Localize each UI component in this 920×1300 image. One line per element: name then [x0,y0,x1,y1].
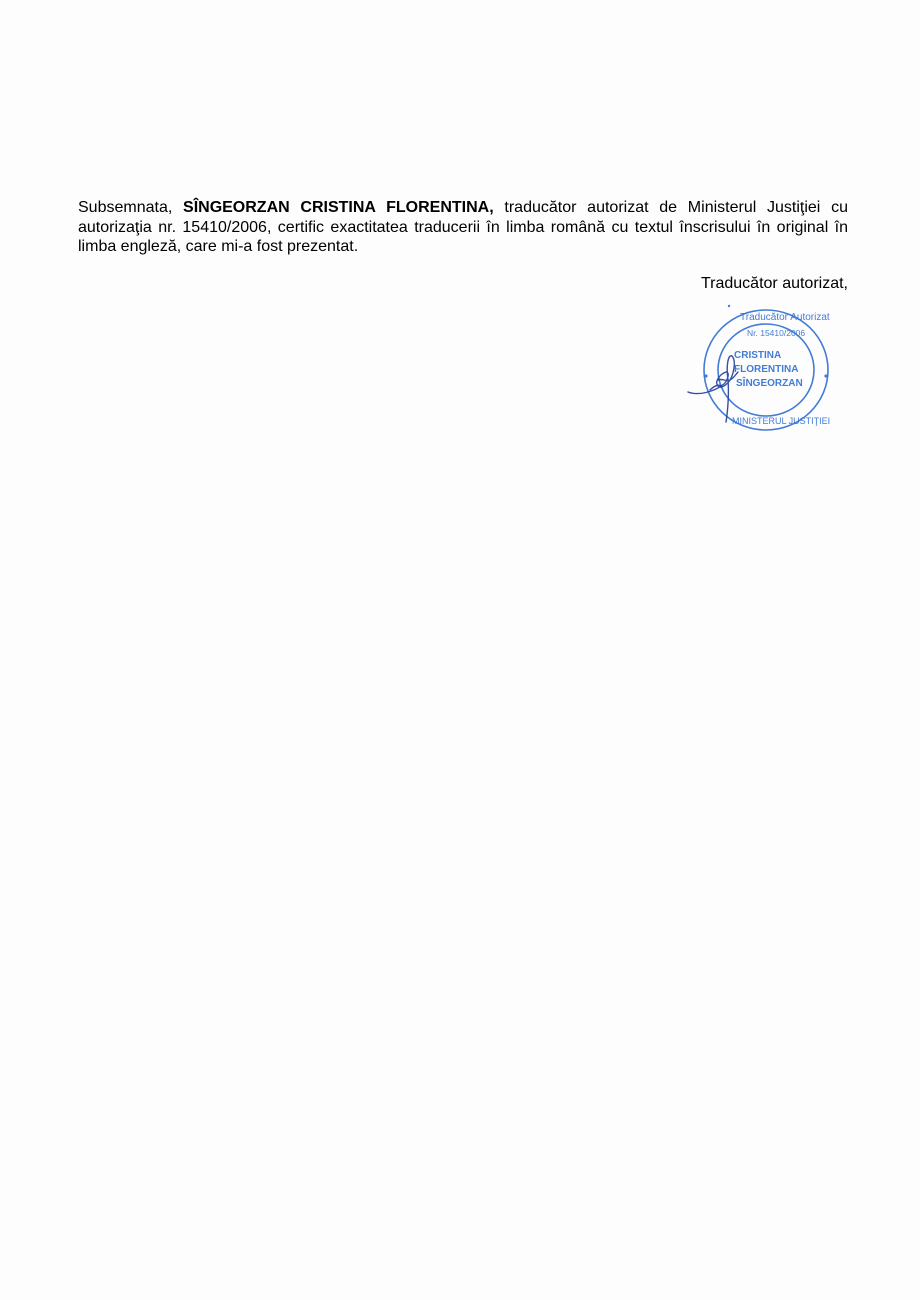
stamp-line3: SÎNGEORZAN [736,378,803,389]
stamp-ring-top: Traducător Autorizat [740,312,830,323]
signature-label: Traducător autorizat, [700,275,848,292]
stamp-ring-bottom: MINISTERUL JUSTIŢIEI [732,416,831,426]
certification-paragraph [78,198,848,257]
certification-text: traducător autorizat de Ministerul Justiţiei cu autorizaţia nr. 15410/2006, certific exactitatea traducerii în limba română cu textul înscrisului în original în limba engleză, care mi-a fost prezentat. [78,199,848,255]
intro-text: Subsemnata, [78,199,173,216]
stamp-number: Nr. 15410/2006 [747,328,806,338]
stamp-line2: FLORENTINA [734,364,799,375]
stamp-line1: CRISTINA [734,350,782,361]
translator-stamp [684,300,844,440]
translator-name: SÎNGEORZAN CRISTINA FLORENTINA, [183,199,494,216]
